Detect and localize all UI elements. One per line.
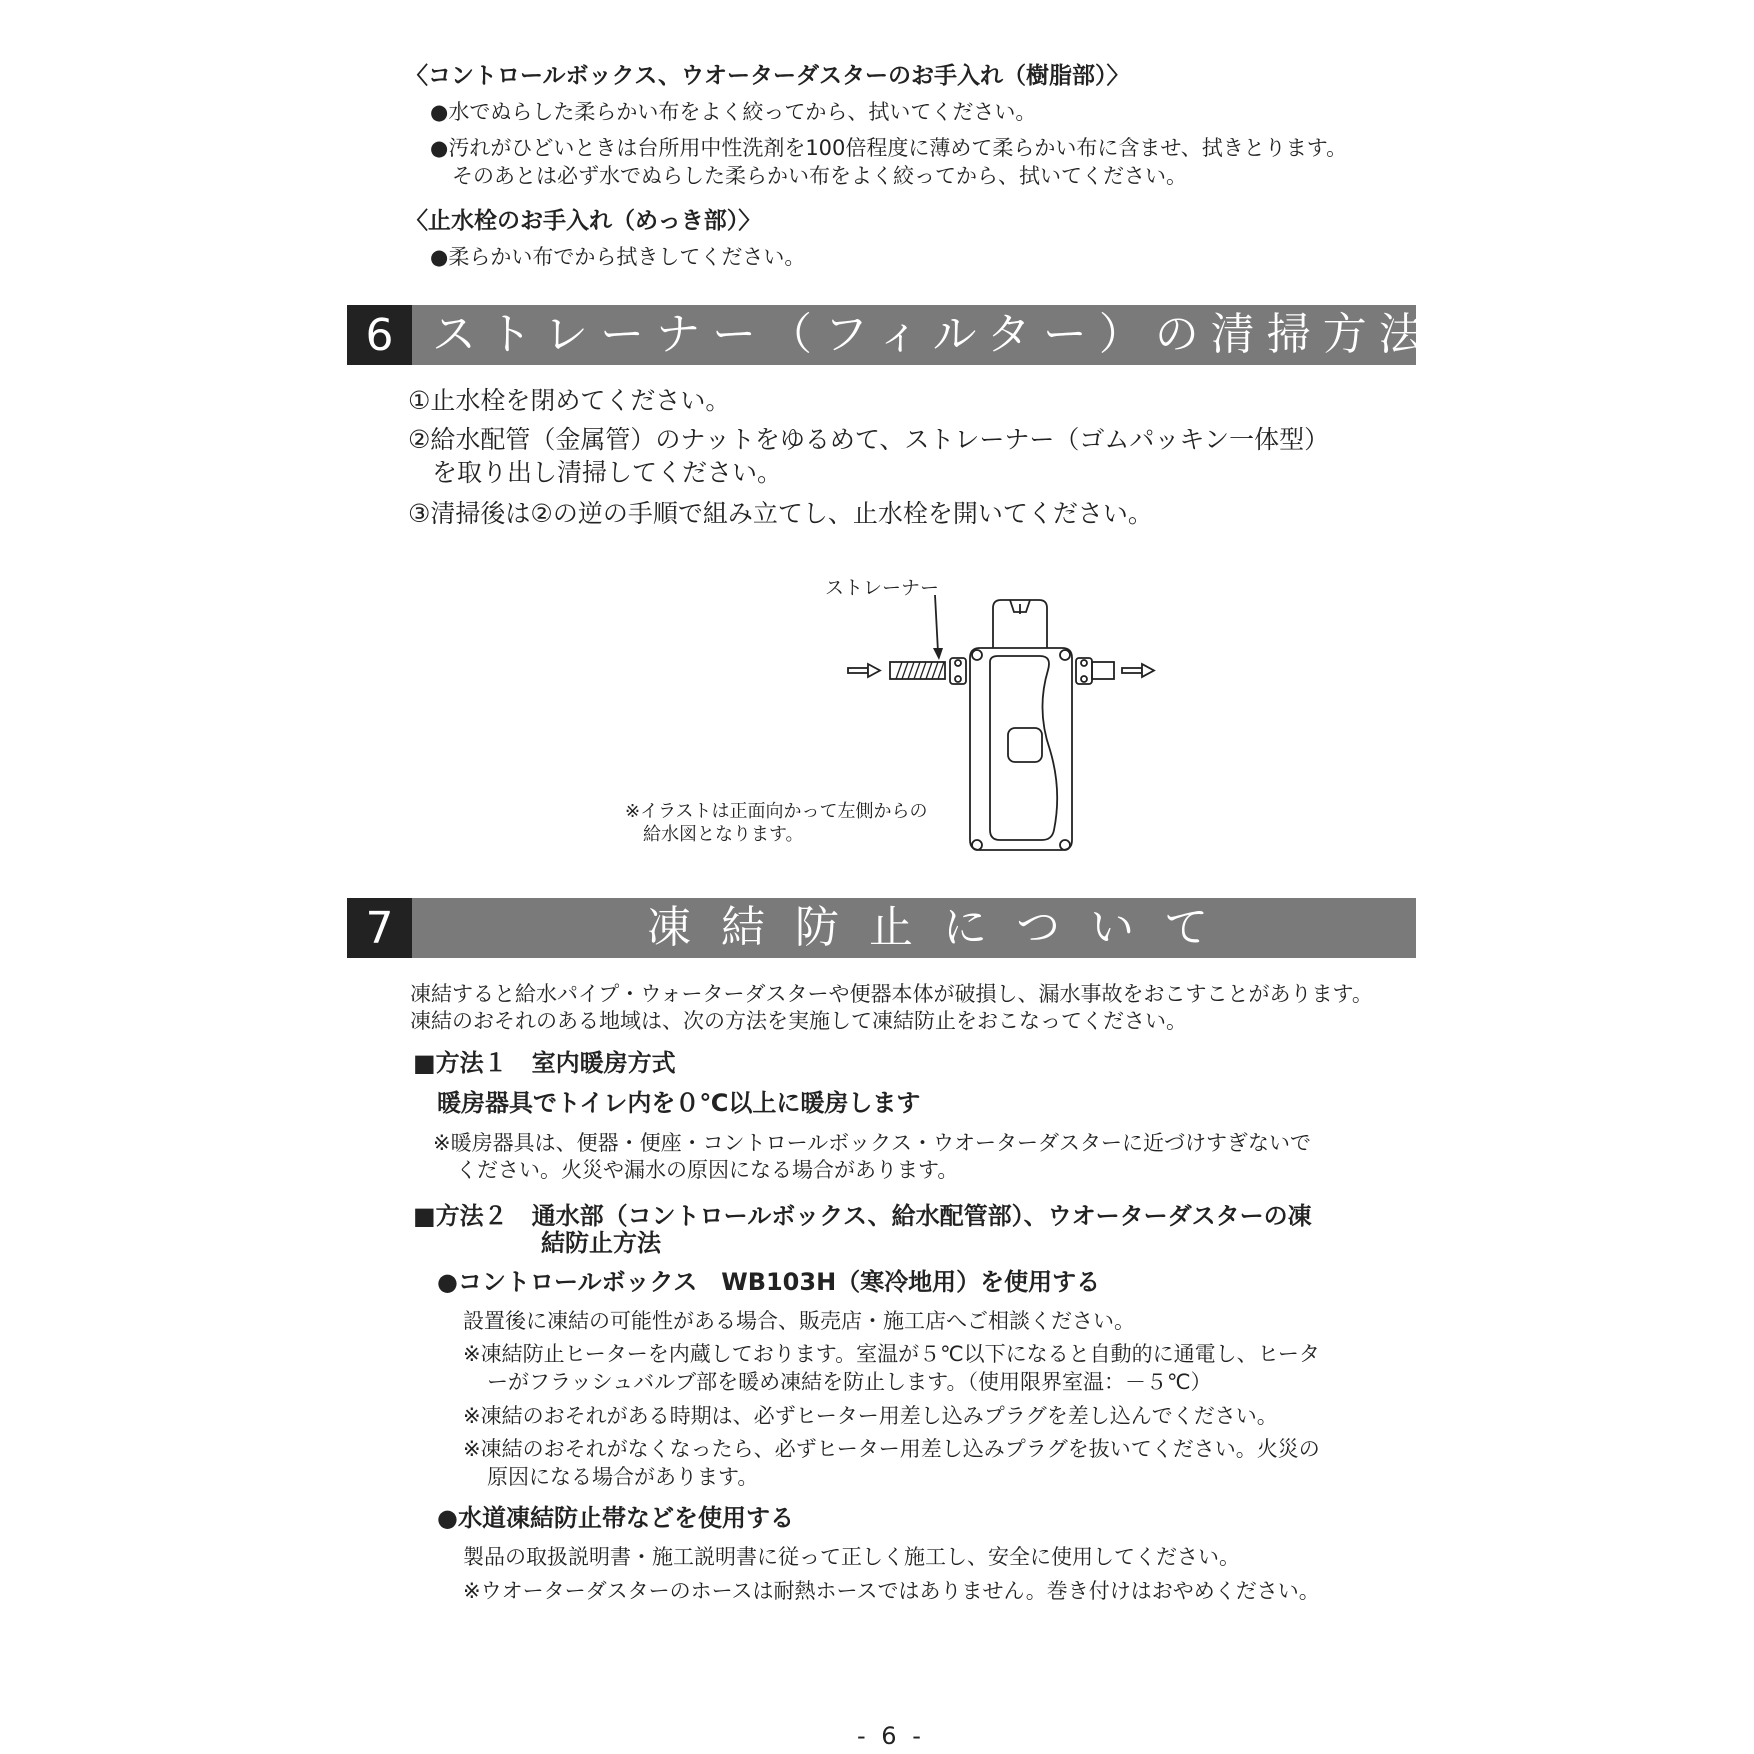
method-1-note-cont: ください。火災や漏水の原因になる場合があります。 — [456, 1158, 959, 1182]
resin-care-item-1: ●水でぬらした柔らかい布をよく絞ってから、拭いてください。 — [430, 100, 1037, 124]
resin-care-heading: 〈コントロールボックス、ウオーターダスターのお手入れ（樹脂部）〉 — [405, 63, 1130, 89]
method-1-note: ※暖房器具は、便器・便座・コントロールボックス・ウオーターダスターに近づけすぎないで — [433, 1131, 1311, 1155]
left-nut — [950, 658, 966, 684]
outlet-pipe — [1092, 662, 1114, 679]
bullet-2-note: ※ウオーターダスターのホースは耐熱ホースではありません。巻き付けはおやめください。 — [463, 1579, 1320, 1603]
resin-care-item-2-cont: そのあとは必ず水でぬらした柔らかい布をよく絞ってから、拭いてください。 — [452, 164, 1187, 188]
center-button — [1008, 728, 1042, 762]
section-7-number: 7 — [347, 898, 412, 958]
figure-note: ※イラストは正面向かって左側からの — [625, 801, 928, 822]
method-1-subheading: 暖房器具でトイレ内を０℃以上に暖房します — [437, 1089, 921, 1117]
step-2-cont: を取り出し清掃してください。 — [432, 458, 783, 487]
bullet-1-note-1: ※凍結防止ヒーターを内蔵しております。室温が５℃以下になると自動的に通電し、ヒータ — [463, 1342, 1320, 1366]
step-1: ①止水栓を閉めてください。 — [408, 386, 731, 415]
section-7-header — [347, 898, 1416, 958]
bullet-2-heading: ●水道凍結防止帯などを使用する — [437, 1504, 794, 1532]
bullet-1-heading: ●コントロールボックス WB103H（寒冷地用）を使用する — [437, 1268, 1101, 1296]
strainer-leader-line — [935, 595, 938, 652]
right-nut — [1076, 658, 1092, 684]
method-2-heading: ■方法２ 通水部（コントロールボックス、給水配管部）、ウオーターダスターの凍 — [413, 1202, 1312, 1230]
step-3: ③清掃後は②の逆の手順で組み立てし、止水栓を開いてください。 — [408, 499, 1153, 528]
strainer-label: ストレーナー — [825, 577, 940, 599]
bullet-1-note-3: ※凍結のおそれがなくなったら、必ずヒーター用差し込みプラグを抜いてください。火災の — [463, 1437, 1320, 1461]
section-6-header — [347, 305, 1435, 365]
plating-care-item-1: ●柔らかい布でから拭きしてください。 — [430, 245, 806, 269]
figure-note-cont: 給水図となります。 — [643, 824, 804, 845]
method-2-heading-cont: 結防止方法 — [541, 1229, 661, 1257]
method-1-heading: ■方法１ 室内暖房方式 — [413, 1049, 676, 1077]
bullet-1-text: 設置後に凍結の可能性がある場合、販売店・施工店へご相談ください。 — [463, 1309, 1135, 1333]
section-6-title: ストレーナー（フィルター）の清掃方法 — [432, 309, 1435, 360]
freeze-intro: 凍結すると給水パイプ・ウォーターダスターや便器本体が破損し、漏水事故をおこすことがあります。 — [410, 982, 1373, 1006]
section-7-title: 凍結防止について — [647, 902, 1239, 953]
section-6-number: 6 — [347, 305, 412, 365]
step-2: ②給水配管（金属管）のナットをゆるめて、ストレーナー（ゴムパッキン一体型） — [408, 425, 1330, 454]
bullet-1-note-2: ※凍結のおそれがある時期は、必ずヒーター用差し込みプラグを差し込んでください。 — [463, 1404, 1278, 1428]
control-box-body — [970, 648, 1072, 850]
resin-care-item-2: ●汚れがひどいときは台所用中性洗剤を100倍程度に薄めて柔らかい布に含ませ、拭きとります。 — [430, 136, 1348, 160]
page-number: - 6 - — [857, 1722, 925, 1750]
outlet-arrow-icon — [1122, 664, 1154, 677]
bullet-1-note-1-cont: ーがフラッシュバルブ部を暖め凍結を防止します。（使用限界室温：－５℃） — [487, 1370, 1212, 1394]
bullet-2-text: 製品の取扱説明書・施工説明書に従って正しく施工し、安全に使用してください。 — [463, 1545, 1240, 1569]
inlet-arrow-icon — [848, 664, 880, 677]
freeze-intro-cont: 凍結のおそれのある地域は、次の方法を実施して凍結防止をおこなってください。 — [410, 1009, 1187, 1033]
bullet-1-note-3-cont: 原因になる場合があります。 — [487, 1465, 759, 1489]
plating-care-heading: 〈止水栓のお手入れ（めっき部）〉 — [405, 208, 762, 234]
